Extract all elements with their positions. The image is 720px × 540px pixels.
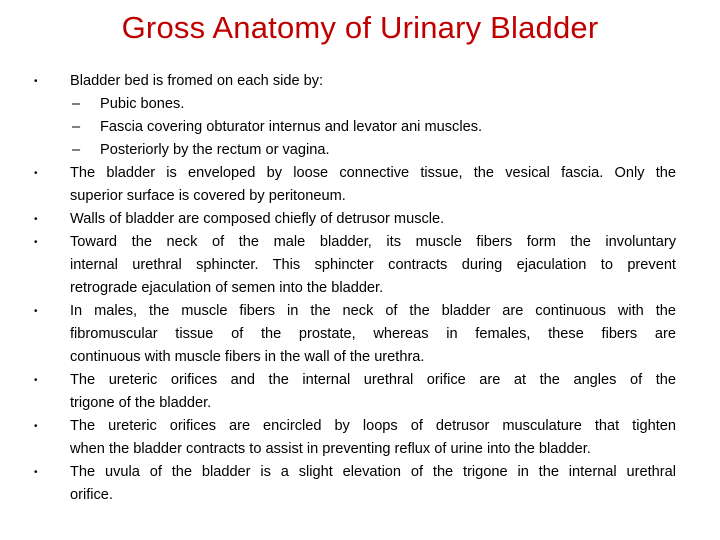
bullet-text-line: The ureteric orifices and the internal urethral orifice are at the angles of the [70, 372, 676, 388]
bullet-text-line: retrograde ejaculation of semen into the bladder. [70, 280, 384, 296]
sub-item-text: Fascia covering obturator internus and levator ani muscles. [100, 119, 483, 135]
sub-item-fascia [28, 116, 676, 139]
bullet-text-line: internal urethral sphincter. This sphincter contracts during ejaculation to prevent [70, 257, 676, 273]
bullet-text-line: orifice. [70, 487, 113, 503]
bullet-icon: • [34, 168, 38, 179]
bullet-item-prostate [28, 300, 676, 369]
bullet-item-walls [28, 208, 676, 231]
bullet-text-line: Toward the neck of the male bladder, its muscle fibers form the involuntary [70, 234, 676, 250]
sub-item-text: Pubic bones. [100, 96, 185, 112]
sub-item-pubic-bones [28, 93, 676, 116]
bullet-item-sphincter [28, 231, 676, 300]
bullet-text-line: superior surface is covered by peritoneum. [70, 188, 346, 204]
bullet-item-trigone [28, 369, 676, 415]
bullet-text-line: The bladder is enveloped by loose connective tissue, the vesical fascia. Only the [70, 165, 676, 181]
bullet-text: Bladder bed is fromed on each side by: [70, 73, 324, 89]
sub-item-posteriorly [28, 139, 676, 162]
dash-icon: – [72, 142, 81, 158]
bullet-icon: • [34, 375, 38, 386]
sub-item-text: Posteriorly by the rectum or vagina. [100, 142, 330, 158]
bullet-icon: • [34, 214, 38, 225]
bullet-text-line: fibromuscular tissue of the prostate, whereas in females, these fibers are [70, 326, 676, 342]
bullet-icon: • [34, 306, 38, 317]
bullet-text-line: In males, the muscle fibers in the neck of the bladder are continuous with the [70, 303, 676, 319]
bullet-icon: • [34, 237, 38, 248]
slide-title: Gross Anatomy of Urinary Bladder [121, 10, 599, 45]
bullet-text-line: continuous with muscle fibers in the wall of the urethra. [70, 349, 425, 365]
bullet-text-line: Walls of bladder are composed chiefly of detrusor muscle. [70, 211, 445, 227]
bullet-item-reflux [28, 415, 676, 461]
bullet-icon: • [34, 467, 38, 478]
bullet-item-vesical-fascia [28, 162, 676, 208]
bullet-item-bladder-bed [28, 70, 676, 93]
bullet-text-line: trigone of the bladder. [70, 395, 212, 411]
bullet-text-line: The ureteric orifices are encircled by loops of detrusor musculature that tighten [70, 418, 676, 434]
bullet-list [28, 70, 676, 507]
bullet-text-line: The uvula of the bladder is a slight elevation of the trigone in the internal urethral [70, 464, 676, 480]
bullet-icon: • [34, 76, 38, 87]
bullet-icon: • [34, 421, 38, 432]
dash-icon: – [72, 119, 81, 135]
bullet-item-uvula [28, 461, 676, 507]
bullet-text-line: when the bladder contracts to assist in preventing reflux of urine into the bladder. [70, 441, 591, 457]
dash-icon: – [72, 96, 81, 112]
